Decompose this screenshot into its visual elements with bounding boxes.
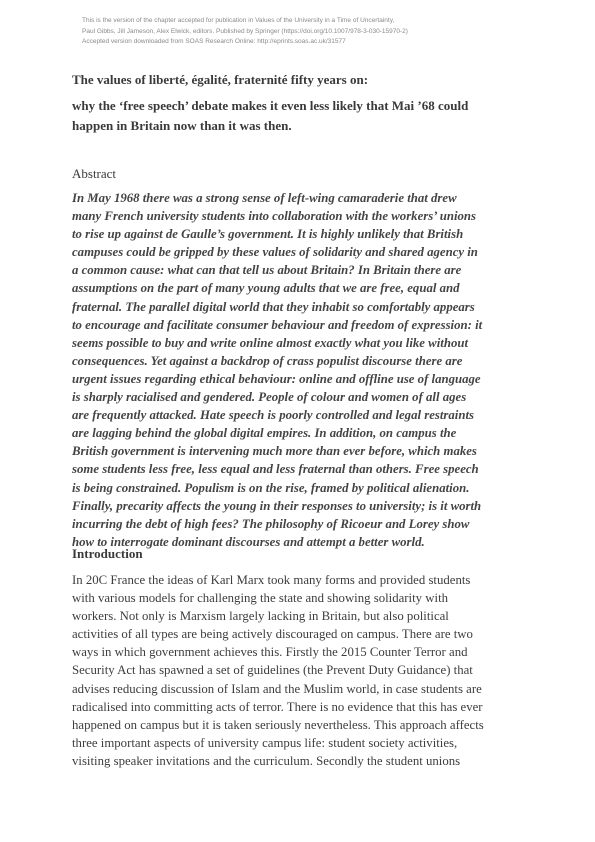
abstract-line: a common cause: what can that tell us about Britain? In Britain there are: [72, 263, 462, 278]
abstract-line: British government is intervening much more than ever before, which makes: [72, 444, 477, 459]
abstract-line: urgent issues regarding ethical behaviour: online and offline use of language: [72, 371, 481, 386]
introduction-line: workers. Not only is Marxism largely lacking in Britain, but also political: [72, 609, 449, 624]
abstract-line: seems possible to buy and write online almost exactly what you like without: [72, 335, 469, 350]
abstract-line: to encourage and facilitate consumer behaviour and freedom of expression: it: [72, 317, 483, 332]
introduction-text: [72, 571, 532, 770]
introduction-line: radicalised into committing acts of terror. There is no evidence that this has ever: [72, 699, 483, 714]
chapter-subtitle-line: happen in Britain now than it was then.: [72, 118, 292, 133]
introduction-line: with various models for challenging the state and showing solidarity with: [72, 591, 449, 606]
introduction-line: happened on campus but it is taken seriously nevertheless. This approach affects: [72, 717, 484, 732]
abstract-line: In May 1968 there was a strong sense of left-wing camaraderie that drew: [72, 191, 457, 205]
abstract-line: how to interrogate dominant discourses and attempt a better world.: [72, 534, 425, 549]
abstract-line: many French university students into collaboration with the workers’ unions: [72, 209, 477, 224]
abstract-line: are lagging behind the global digital empires. In addition, on campus the: [72, 426, 457, 441]
abstract-line: is sharply racialised and gendered. People of colour and women of all ages: [72, 390, 467, 405]
abstract-line: incurring the debt of high fees? The philosophy of Ricoeur and Lorey show: [72, 516, 470, 531]
introduction-line: three important aspects of university campus life: student society activities,: [72, 735, 458, 750]
abstract-line: is being constrained. Populism is on the rise, framed by political alienation.: [72, 480, 470, 495]
introduction-line: advises reducing discussion of Islam and the Muslim world, in case students are: [72, 681, 482, 696]
chapter-title: The values of liberté, égalité, fraternité fifty years on:: [72, 72, 369, 87]
abstract-line: assumptions on the part of many young adults that we are free, equal and: [72, 281, 460, 296]
publication-note-line: This is the version of the chapter accepted for publication in Values of the University in a Time of Uncertainty,: [82, 17, 395, 24]
introduction-heading: Introduction: [72, 546, 143, 561]
abstract-heading: Abstract: [72, 166, 117, 181]
publication-note: [82, 16, 522, 48]
abstract-line: to rise up against de Gaulle’s government. It is highly unlikely that British: [72, 227, 464, 242]
abstract-text: [72, 189, 532, 551]
introduction-line: visiting speaker invitations and the curriculum. Secondly the student unions: [72, 753, 461, 768]
abstract-line: are frequently attacked. Hate speech is poorly controlled and legal restraints: [72, 408, 475, 423]
chapter-subtitle-line: why the ‘free speech’ debate makes it even less likely that Mai ’68 could: [72, 98, 469, 113]
introduction-line: ways in which government achieves this. Firstly the 2015 Counter Terror and: [72, 645, 468, 660]
introduction-line: activities of all types are being actively discouraged on campus. There are two: [72, 627, 473, 642]
introduction-line: In 20C France the ideas of Karl Marx took many forms and provided students: [72, 573, 471, 587]
publication-note-line: Accepted version downloaded from SOAS Research Online: http://eprints.soas.ac.uk/31577: [82, 38, 346, 45]
publication-note-line: Paul Gibbs, Jill Jameson, Alex Elwick, editors. Published by Springer (https://doi.org/10.1007/978-3-030-15970-2): [82, 27, 408, 35]
abstract-line: Finally, precarity affects the young in their responses to university; is it worth: [72, 498, 482, 513]
abstract-line: fraternal. The parallel digital world that they inhabit so comfortably appears: [72, 299, 475, 314]
abstract-line: some students less free, less equal and less fraternal than others. Free speech: [72, 462, 479, 477]
chapter-subtitle: [72, 96, 532, 136]
abstract-line: campuses could be gripped by these values of solidarity and shared agency in: [72, 245, 478, 260]
abstract-line: consequences. Yet against a backdrop of crass populist discourse there are: [72, 353, 463, 368]
introduction-line: Security Act has spawned a set of guidelines (the Prevent Duty Guidance) that: [72, 663, 473, 678]
